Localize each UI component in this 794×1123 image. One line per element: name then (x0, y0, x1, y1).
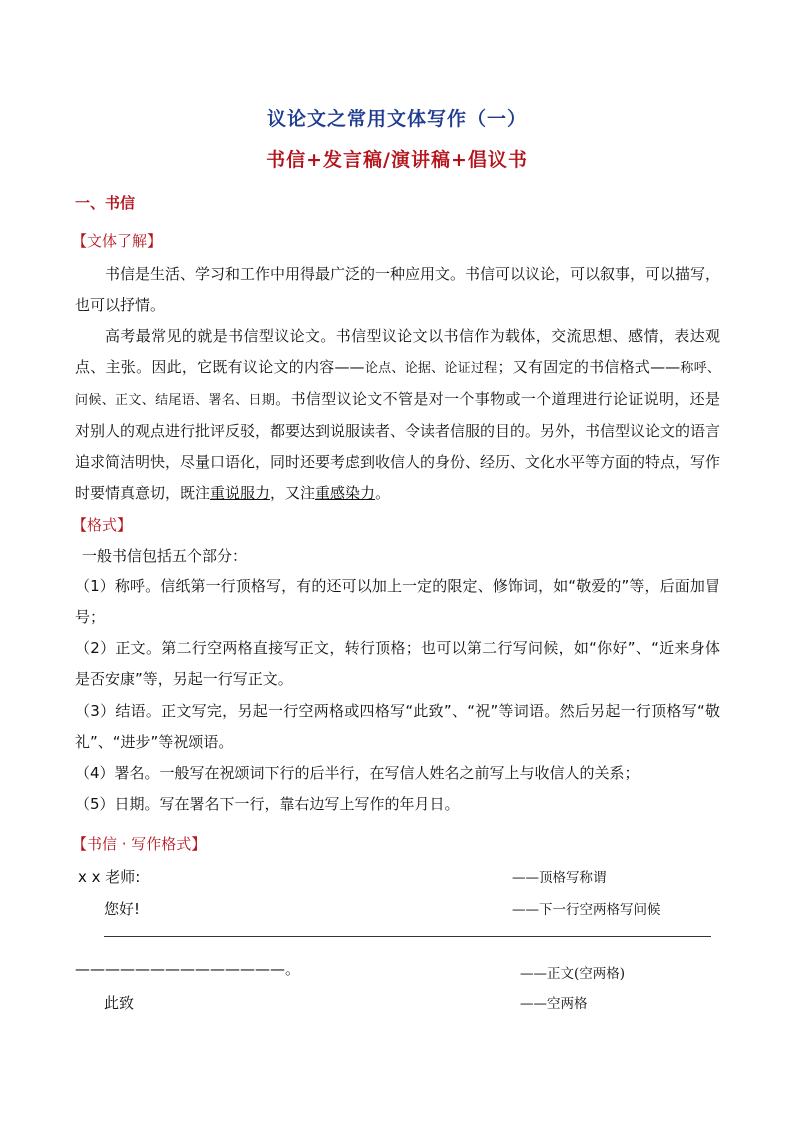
p2-text-e: 。书信型议论文不管是对一个事物或一个道理进行论证说明，还是对别人的观点进行批评反驳，都要达到说服读者、令读者信服的目的。另外，书信型议论文的语言追求简洁明快，尽量口语化，同时还要考虑到收信人的身份、经历、文化水平等方面的特点，写作时要情真意切，既注 (75, 390, 721, 502)
sample-salutation: x x 老师: (78, 868, 141, 886)
format-item-2: （2）正文。第二行空两格直接写正文，转行顶格；也可以第二行写问候，如“你好”、“近来身体是否安康”等，另起一行写正文。 (75, 639, 720, 688)
sample-body-note: ——正文(空两格) (520, 966, 626, 982)
p2-text-b: 论点、论据、论证过程 (364, 361, 498, 376)
sample-closing: 此致 (104, 994, 135, 1012)
document-title: 议论文之常用文体写作（一） (266, 108, 527, 130)
p2-text-g: ，又注 (270, 484, 316, 502)
sample-closing-note: ——空两格 (520, 996, 588, 1012)
p2-text-f: 重说服力 (210, 484, 271, 502)
format-item-3: （3）结语。正文写完，另起一行空两格或四格写“此致”、“祝”等词语。然后另起一行顶格写“敬礼”、“进步”等祝颂语。 (75, 702, 720, 751)
sample-greeting: 您好! (104, 900, 141, 918)
paragraph-argumentative-letter (75, 321, 720, 509)
heading-format: 【格式】 (72, 516, 133, 534)
p2-text-a: 高考最常见的就是书信型议论文。书信型议论文以书信作为载体，交流思想、感情，表达观点、主张。因此，它既有议论文的内容—— (75, 327, 720, 376)
document-subtitle: 书信+发言稿/演讲稿+倡议书 (266, 149, 528, 171)
p2-text-h: 重感染力 (315, 484, 376, 502)
p2-text-i: 。 (375, 484, 391, 502)
format-item-5: （5）日期。写在署名下一行，靠右边写上写作的年月日。 (75, 795, 460, 813)
p2-text-c: ；又有固定的书信格式—— (497, 358, 681, 376)
heading-letter-format-sample: 【书信 · 写作格式】 (72, 835, 207, 853)
sample-body-end: ——————————————。 (75, 960, 301, 978)
paragraph-intro: 书信是生活、学习和工作中用得最广泛的一种应用文。书信可以议论，可以叙事，可以描写，也可以抒情。 (75, 265, 721, 314)
format-item-4: （4）署名。一般写在祝颂词下行的后半行，在写信人姓名之前写上与收信人的关系； (75, 764, 640, 782)
heading-genre-understanding: 【文体了解】 (72, 232, 163, 250)
sample-greeting-note: ——下一行空两格写问候 (512, 902, 661, 918)
sample-salutation-note: ——顶格写称谓 (512, 870, 607, 886)
sample-body-line-1 (104, 936, 711, 937)
section-heading-letter: 一、书信 (75, 194, 136, 212)
format-item-1: （1）称呼。信纸第一行顶格写，有的还可以加上一定的限定、修饰词，如“敬爱的”等，后面加冒号； (75, 577, 720, 626)
p2-text-d: 称呼、问候、正文、结尾语、署名、日期 (75, 361, 720, 408)
format-intro: 一般书信包括五个部分： (82, 547, 248, 565)
